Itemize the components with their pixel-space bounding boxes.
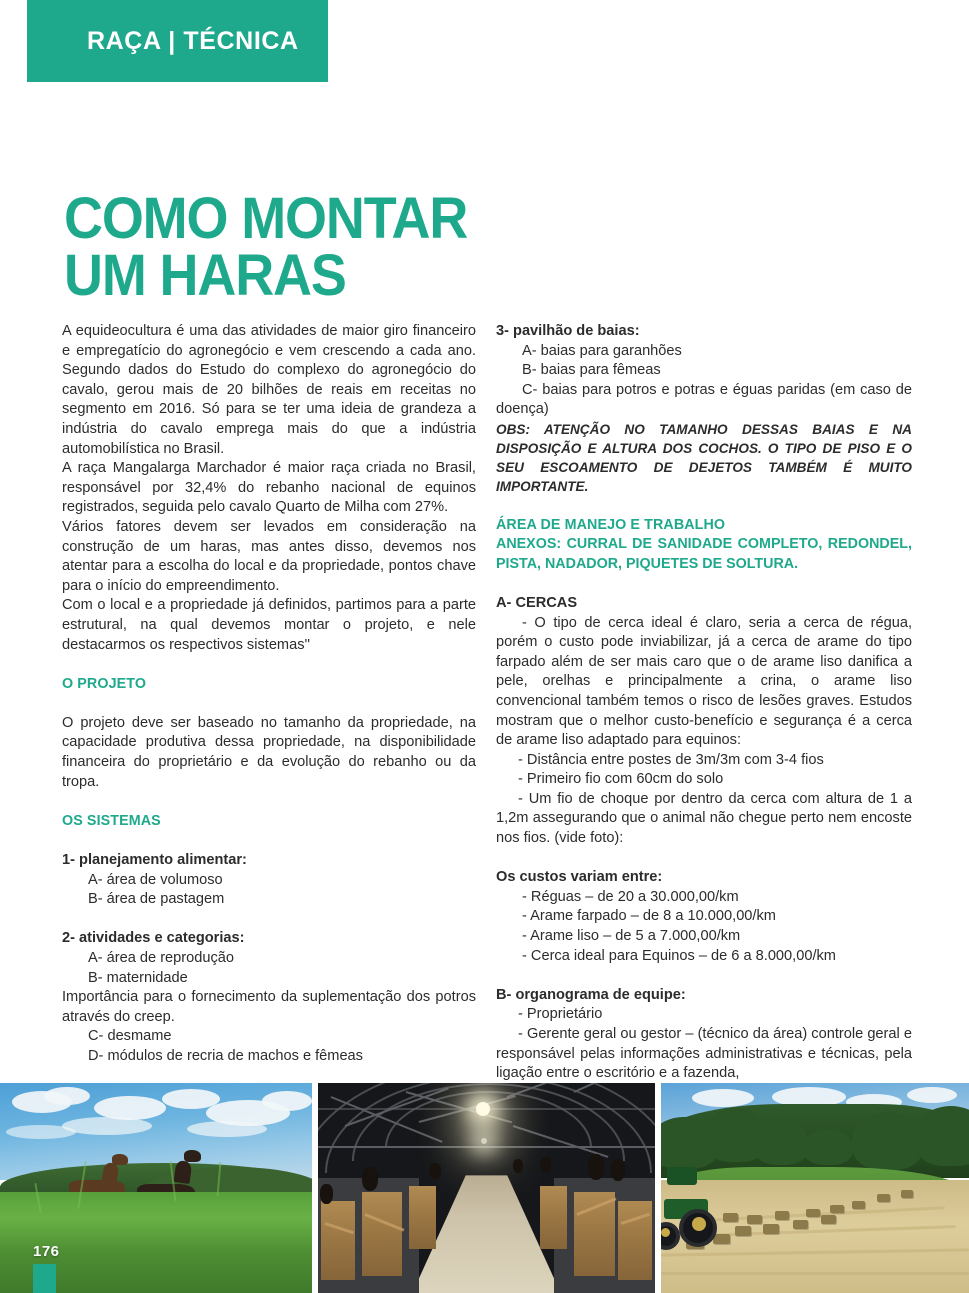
spacer [496, 849, 912, 869]
list-item-1-title: 1- planejamento alimentar: [62, 852, 247, 869]
custo-item-2: - Arame farpado – de 8 a 10.000,00/km [522, 908, 776, 925]
spacer [496, 966, 912, 986]
spacer [496, 496, 912, 516]
list-item-1a: A- área de volumoso [88, 871, 223, 888]
list-item-3c: C- baias para potros e potras e éguas paridas (em caso de doença) [496, 381, 912, 418]
custo-item-1: - Réguas – de 20 a 30.000,00/km [522, 888, 739, 905]
cercas-bullet-3: - Um fio de choque por dentro da cerca com altura de 1 a 1,2m assegurando que o animal não chegue perto nem encoste nos fios. (vide foto): [496, 790, 912, 847]
custo-item-4: - Cerca ideal para Equinos – de 6 a 8.000,00/km [522, 947, 836, 964]
hay-baling-photo [661, 1083, 969, 1293]
page-title-line-1: COMO MONTAR [64, 185, 468, 251]
organograma-item-1: - Proprietário [518, 1006, 603, 1023]
page-title-line-2: UM HARAS [64, 242, 346, 308]
paragraph-fatores: Vários fatores devem ser levados em consideração na construção de um haras, mas antes disso, devemos nos atentar para a escolha do local e da propriedade, pontos chave para o início do empreendimento. [62, 518, 476, 594]
section-kicker-banner [27, 0, 328, 82]
obs-note: OBS: ATENÇÃO NO TAMANHO DESSAS BAIAS E NA DISPOSIÇÃO E ALTURA DOS COCHOS. O TIPO DE PISO E O SEU ESCOAMENTO DE DEJETOS TAMBÉM É MUITO IMPORTANTE. [496, 421, 912, 494]
heading-os-sistemas: OS SISTEMAS [62, 812, 161, 829]
spacer [62, 694, 476, 714]
list-item-2b: B- maternidade [88, 969, 188, 986]
list-item-3a: A- baias para garanhões [522, 342, 682, 359]
list-item-2-title: 2- atividades e categorias: [62, 930, 245, 947]
stable-interior-photo [318, 1083, 655, 1293]
page-number-tab [33, 1264, 56, 1293]
horses-pasture-photo [0, 1083, 312, 1293]
right-text-column [496, 322, 912, 1084]
spacer [62, 831, 476, 851]
spacer [62, 910, 476, 930]
paragraph-projeto: O projeto deve ser baseado no tamanho da propriedade, na capacidade produtiva dessa propriedade, na disponibilidade financeira do proprietário e da evolução do rebanho ou da tropa. [62, 714, 476, 790]
organograma-item-2: - Gerente geral ou gestor – (técnico da área) controle geral e responsável pelas informações administrativas e técnicas, pela ligação entre o escritório e a fazenda, [496, 1026, 912, 1082]
spacer [62, 655, 476, 675]
page-number: 176 [33, 1243, 60, 1260]
paragraph-estrutural: Com o local e a propriedade já definidos, partimos para a parte estrutural, na qual devemos montar o projeto, e nele destacarmos os respectivos sistemas'' [62, 597, 476, 653]
photo-strip [0, 1083, 969, 1293]
heading-o-projeto: O PROJETO [62, 675, 147, 692]
heading-anexos: ANEXOS: CURRAL DE SANIDADE COMPLETO, REDONDEL, PISTA, NADADOR, PIQUETES DE SOLTURA. [496, 536, 912, 572]
list-item-2c: C- desmame [88, 1028, 172, 1045]
list-item-3-title: 3- pavilhão de baias: [496, 323, 640, 339]
cercas-bullet-1: - Distância entre postes de 3m/3m com 3-4 fios [518, 751, 824, 768]
left-text-column [62, 322, 476, 1067]
custo-item-3: - Arame liso – de 5 a 7.000,00/km [522, 928, 741, 945]
list-item-1b: B- área de pastagem [88, 891, 225, 908]
spacer [62, 792, 476, 812]
paragraph-mangalarga: A raça Mangalarga Marchador é maior raça criada no Brasil, responsável por 32,4% do rebanho nacional de equinos registrados, seguida pelo cavalo Quarto de Milha com 27%. [62, 460, 476, 516]
heading-os-custos: Os custos variam entre: [496, 869, 663, 886]
section-kicker-label: RAÇA | TÉCNICA [87, 26, 299, 55]
page-title [64, 185, 585, 308]
list-item-2a: A- área de reprodução [88, 950, 235, 966]
paragraph-intro: A equideocultura é uma das atividades de maior giro financeiro e empregatício do agronegócio e vem crescendo a cada ano. Segundo dados do Estudo do complexo do agronegócio do cavalo, gerou mais de 20 bilhões de reais em receitas no segmento em 2016. Só para se ter uma ideia de grandeza a indústria do cavalo emprega mais do que a indústria automobilística no Brasil. [62, 323, 476, 457]
paragraph-cercas: - O tipo de cerca ideal é claro, seria a cerca de régua, porém o custo pode inviabilizar, já a cerca de arame do tipo farpado além de ser mais caro que o de arame liso danifica a pele, orelhas e principalmente a crina, o arame liso convencional também temos o risco de lesões graves. Estudos mostram que o melhor custo-benefício e segurança é a cerca de arame liso adaptado para equinos: [496, 614, 912, 749]
cercas-bullet-2: - Primeiro fio com 60cm do solo [518, 771, 724, 788]
heading-b-organograma: B- organograma de equipe: [496, 986, 686, 1003]
list-item-3b: B- baias para fêmeas [522, 362, 661, 379]
spacer [496, 574, 912, 594]
heading-area-manejo: ÁREA DE MANEJO E TRABALHO [496, 516, 726, 533]
heading-a-cercas: A- CERCAS [496, 594, 578, 611]
paragraph-creep-note: Importância para o fornecimento da suplementação dos potros através do creep. [62, 989, 476, 1025]
list-item-2d: D- módulos de recria de machos e fêmeas [88, 1047, 363, 1064]
